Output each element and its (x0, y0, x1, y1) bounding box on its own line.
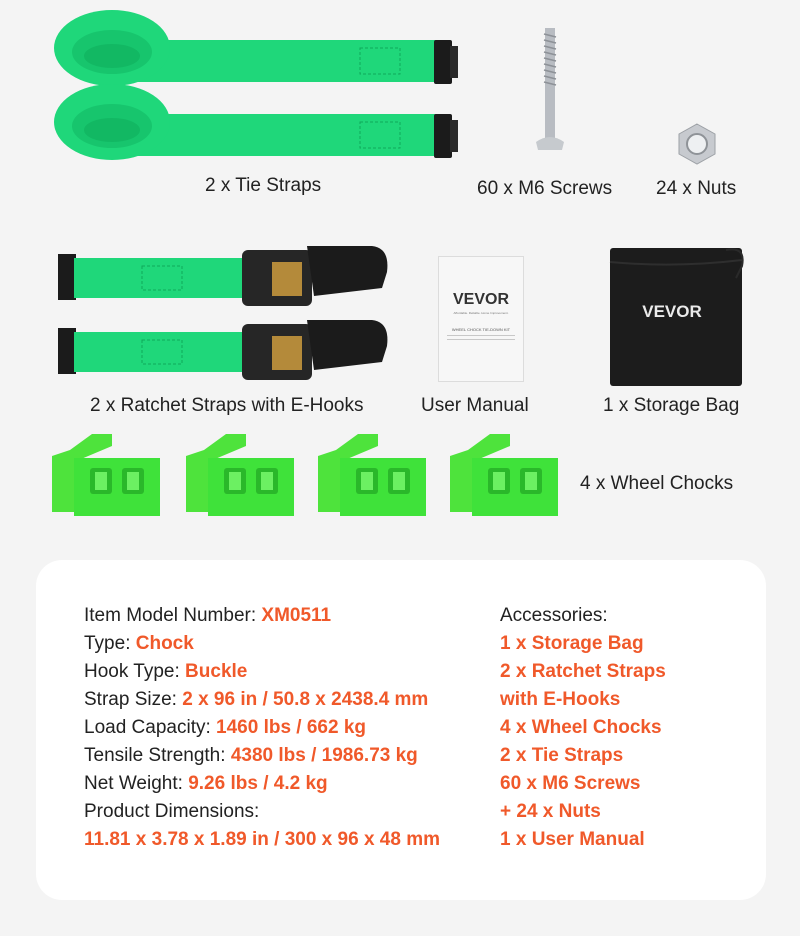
accessories-title: Accessories: (500, 605, 608, 626)
nut-image (675, 122, 719, 166)
storage-bag-label: 1 x Storage Bag (603, 395, 740, 416)
spec-type: Type: Chock (84, 633, 194, 654)
accessory-item: 4 x Wheel Chocks (500, 717, 662, 738)
manual-title: WHEEL CHOCK TIE-DOWN KIT (451, 327, 511, 332)
spec-model: Item Model Number: XM0511 (84, 605, 332, 626)
ratchet-straps-label: 2 x Ratchet Straps with E-Hooks (90, 395, 364, 416)
accessory-item: 1 x User Manual (500, 829, 645, 850)
accessory-item: 1 x Storage Bag (500, 633, 644, 654)
accessory-item: 2 x Tie Straps (500, 745, 624, 766)
wheel-chocks-label: 4 x Wheel Chocks (580, 473, 734, 494)
ratchet-straps-image (52, 236, 402, 392)
tie-strap-2 (54, 84, 458, 160)
tie-strap-1 (54, 10, 458, 86)
nuts-label: 24 x Nuts (656, 178, 737, 199)
spec-strap-size: Strap Size: 2 x 96 in / 50.8 x 2438.4 mm (84, 689, 429, 710)
spec-dimensions-value: 11.81 x 3.78 x 1.89 in / 300 x 96 x 48 mm (84, 829, 440, 850)
accessory-item: with E-Hooks (500, 689, 621, 710)
tie-straps-label: 2 x Tie Straps (205, 175, 322, 196)
accessory-item: 60 x M6 Screws (500, 773, 641, 794)
spec-net-weight: Net Weight: 9.26 lbs / 4.2 kg (84, 773, 328, 794)
spec-hook-type: Hook Type: Buckle (84, 661, 248, 682)
user-manual-image (438, 256, 524, 382)
spec-tensile-strength: Tensile Strength: 4380 lbs / 1986.73 kg (84, 745, 418, 766)
spec-panel (36, 560, 766, 900)
tie-straps-image (40, 10, 470, 170)
spec-dimensions-key: Product Dimensions: (84, 801, 260, 822)
bag-brand: VEVOR (642, 302, 702, 321)
ratchet-strap-2 (58, 320, 387, 380)
manual-brand: VEVOR (452, 291, 509, 308)
spec-load-capacity: Load Capacity: 1460 lbs / 662 kg (84, 717, 367, 738)
screw-image (530, 24, 570, 164)
manual-tagline: Affordable. Reliable. Home Improvement. (453, 311, 509, 315)
accessory-item: 2 x Ratchet Straps (500, 661, 666, 682)
ratchet-strap-1 (58, 246, 387, 306)
wheel-chocks-image (52, 432, 562, 522)
screws-label: 60 x M6 Screws (477, 178, 613, 199)
manual-label: User Manual (421, 395, 529, 416)
accessory-item: + 24 x Nuts (500, 801, 601, 822)
